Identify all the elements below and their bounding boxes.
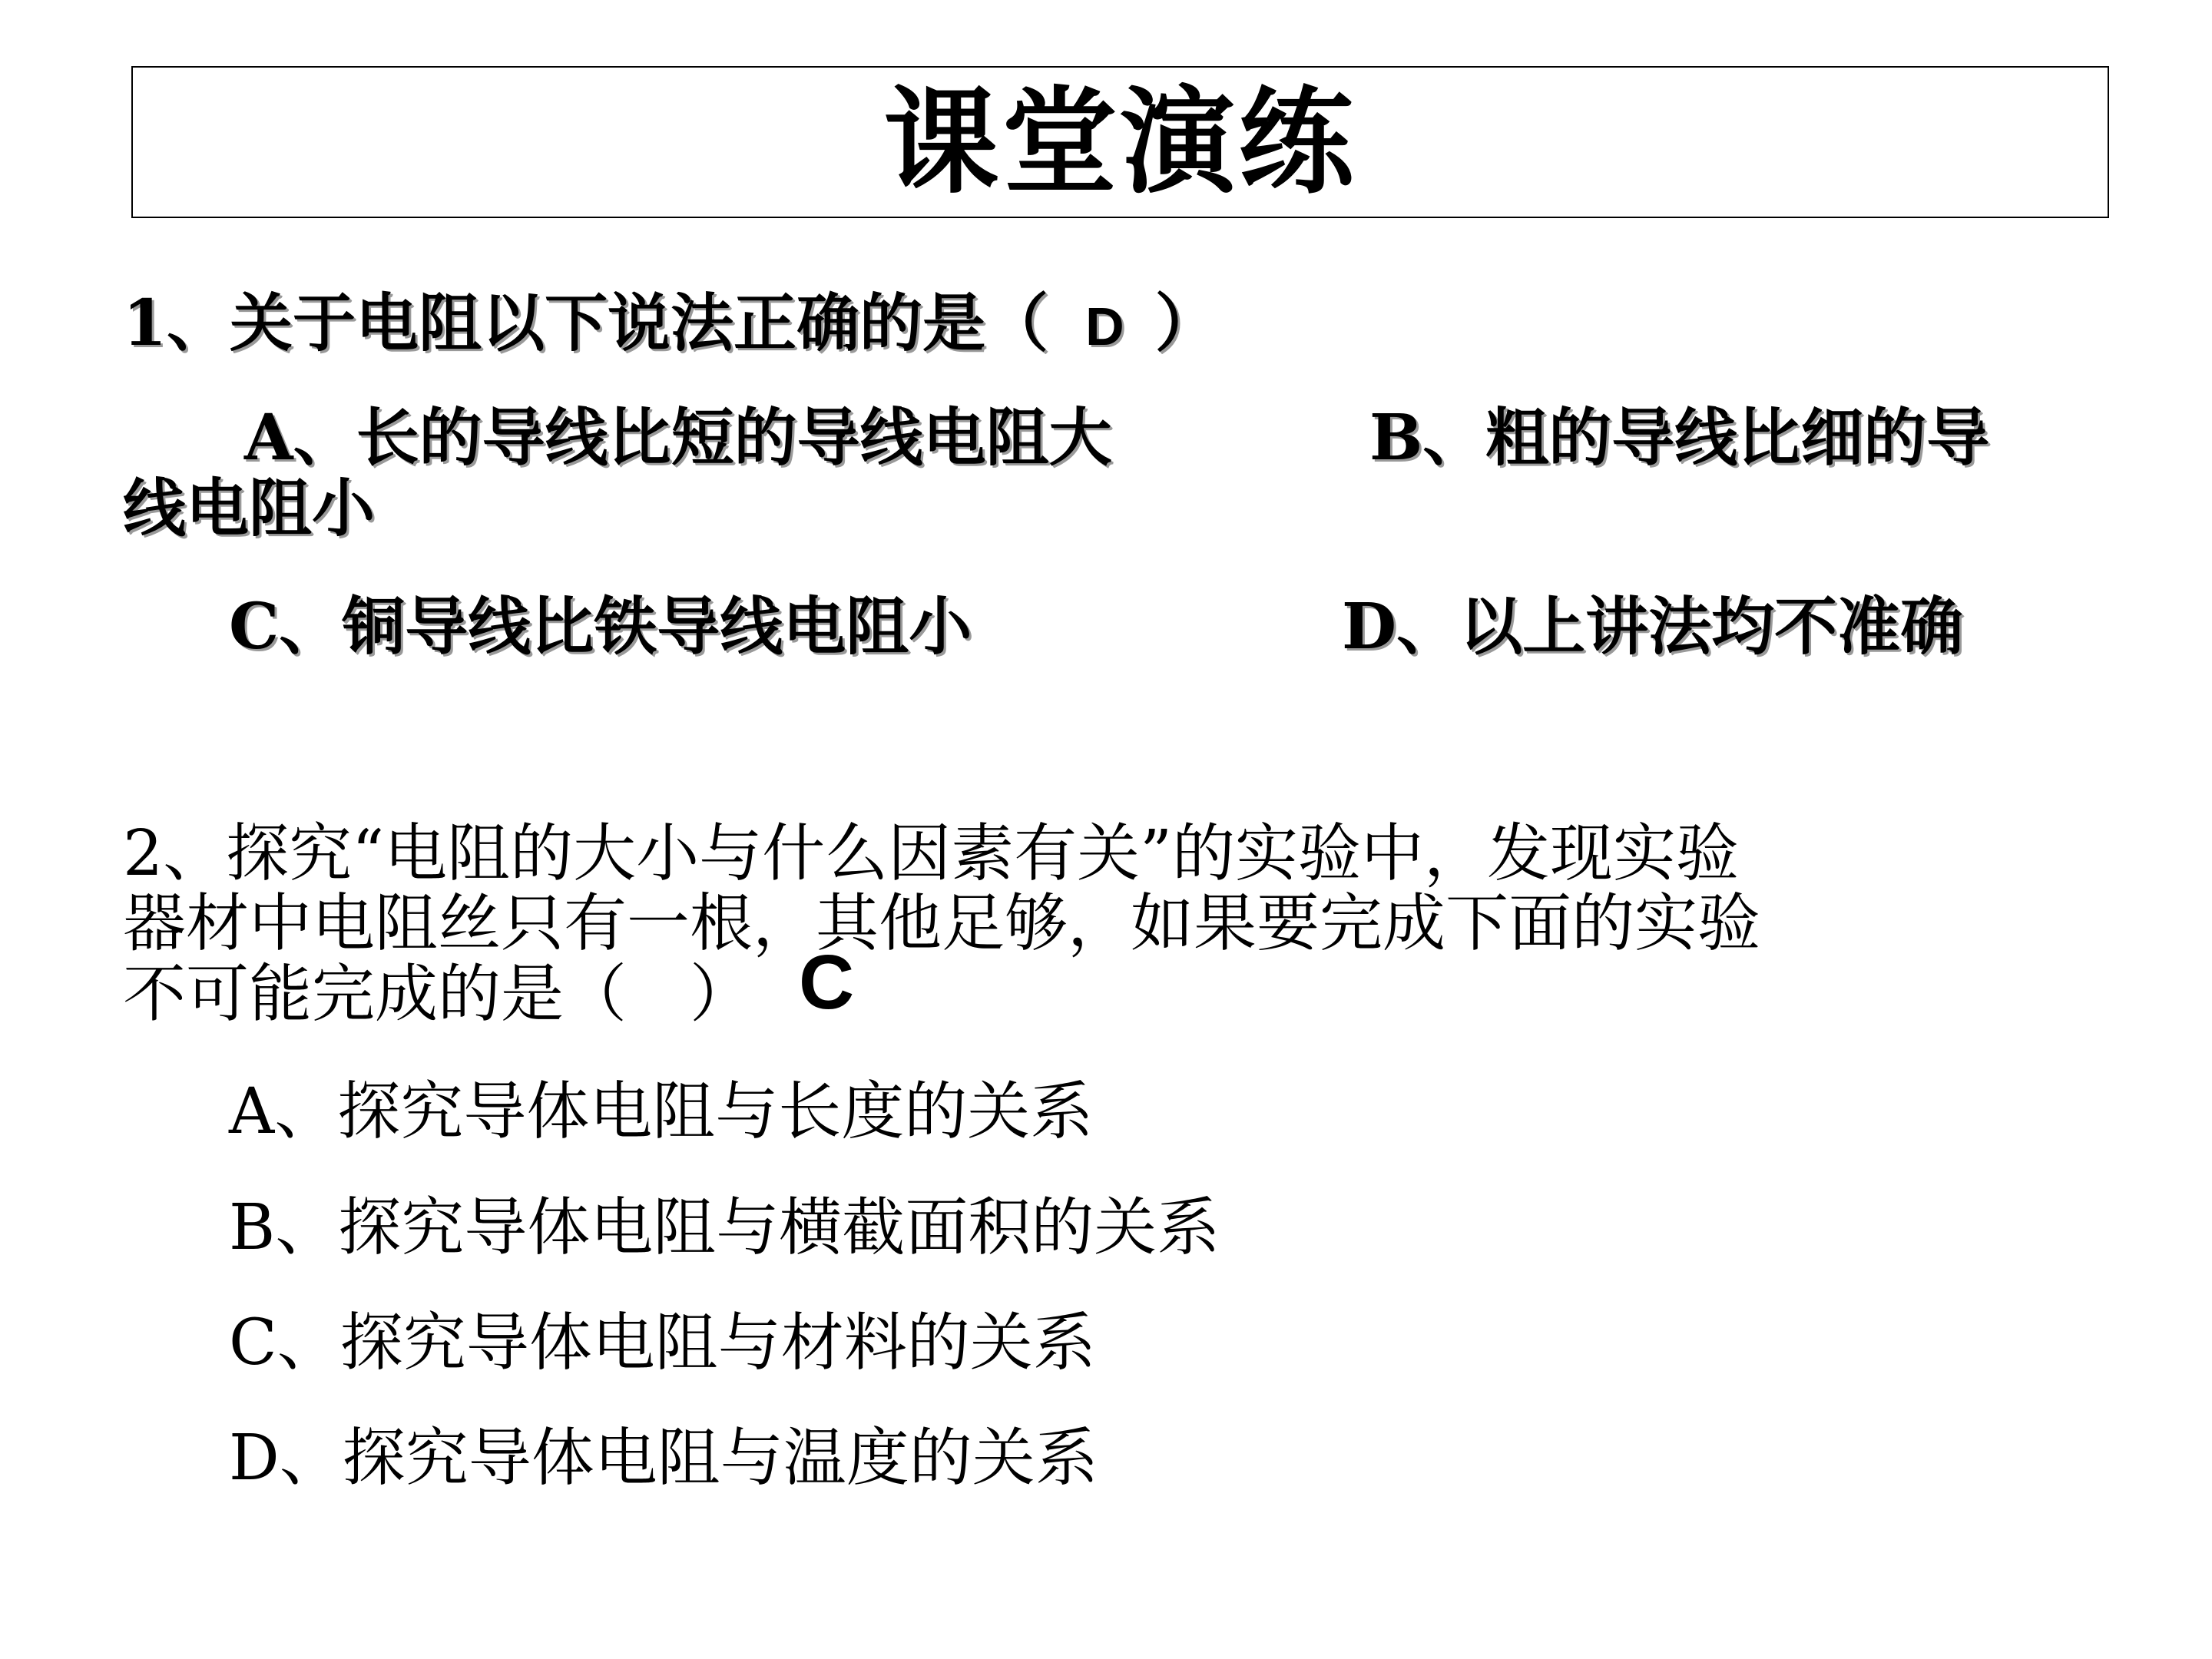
- q1-stem: [123, 288, 1218, 362]
- q1-option-c: C、铜导线比铁导线电阻小: [229, 590, 972, 664]
- q1-option-b-continued: 线电阻小: [123, 472, 376, 545]
- q1-option-b: B、粗的导线比细的导: [1369, 401, 1990, 475]
- q2-option-b: B、探究导体电阻与横截面积的关系: [229, 1191, 1220, 1264]
- q2-stem-line2: 器材中电阻丝只有一根，其他足够，如果要完成下面的实验: [123, 887, 1761, 960]
- q1-stem-suffix: ）: [1154, 286, 1218, 360]
- q1-option-a: A、长的导线比短的导线电阻大: [244, 401, 1112, 475]
- q2-option-a: A、探究导体电阻与长度的关系: [229, 1075, 1094, 1148]
- q1-stem-prefix: 1、关于电阻以下说法正确的是（: [123, 286, 1049, 360]
- title-box: [131, 66, 2109, 218]
- q1-answer: D: [1085, 296, 1124, 356]
- q2-answer: C: [799, 939, 855, 1025]
- page-title: 课堂演练: [883, 76, 1357, 210]
- q1-option-d: D、以上讲法均不准确: [1342, 590, 1964, 664]
- q2-option-d: D、探究导体电阻与温度的关系: [229, 1422, 1098, 1495]
- q2-stem-line3: 不可能完成的是（ ）: [123, 958, 753, 1031]
- q2-option-c: C、探究导体电阻与材料的关系: [229, 1306, 1096, 1379]
- q2-stem-line1: 2、探究“电阻的大小与什么因素有关”的实验中，发现实验: [123, 817, 1740, 890]
